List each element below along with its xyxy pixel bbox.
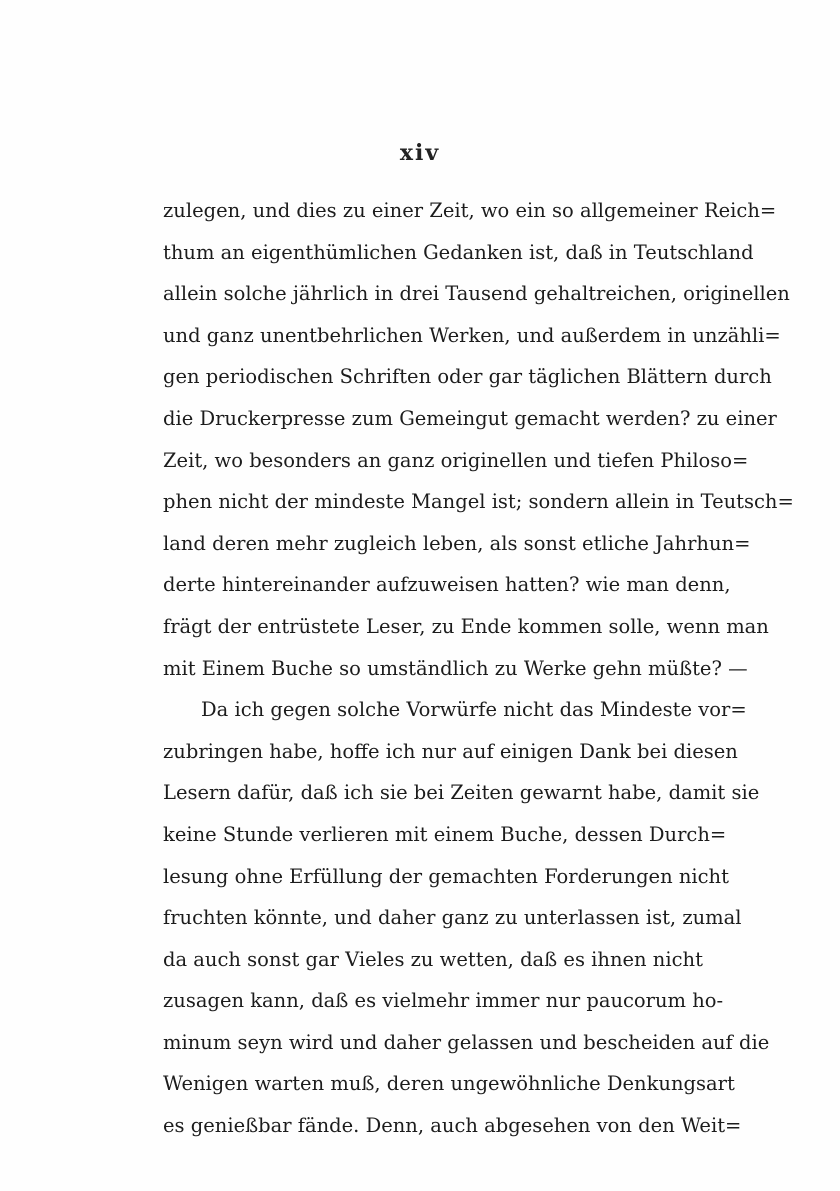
text-line: fruchten könnte, und daher ganz zu unterlassen ist, zumal bbox=[163, 906, 742, 930]
text-line: da auch sonst gar Vieles zu wetten, daß es ihnen nicht bbox=[163, 947, 703, 971]
text-line: thum an eigenthümlichen Gedanken ist, daß in Teutschland bbox=[163, 240, 754, 264]
paragraph-start-line: Da ich gegen solche Vorwürfe nicht das Mindeste vor= bbox=[201, 698, 747, 722]
text-line: zulegen, und dies zu einer Zeit, wo ein so allgemeiner Reich= bbox=[163, 199, 777, 222]
text-line: Lesern dafür, daß ich sie bei Zeiten gewarnt habe, damit sie bbox=[163, 781, 760, 805]
text-line: es genießbar fände. Denn, auch abgesehen von den Weit= bbox=[163, 1114, 742, 1138]
text-line: land deren mehr zugleich leben, als sonst etliche Jahrhun= bbox=[163, 531, 751, 555]
text-line: lesung ohne Erfüllung der gemachten Forderungen nicht bbox=[163, 864, 729, 888]
text-line: derte hintereinander aufzuweisen hatten? wie man denn, bbox=[163, 573, 731, 597]
page-number: xiv bbox=[399, 140, 441, 166]
text-line: zusagen kann, daß es vielmehr immer nur paucorum ho- bbox=[163, 989, 724, 1013]
text-line: phen nicht der mindeste Mangel ist; sondern allein in Teutsch= bbox=[163, 490, 794, 514]
body-text bbox=[163, 190, 794, 1147]
text-line: frägt der entrüstete Leser, zu Ende kommen solle, wenn man bbox=[163, 614, 769, 638]
text-line: allein solche jährlich in drei Tausend gehaltreichen, originellen bbox=[163, 282, 790, 306]
text-line: und ganz unentbehrlichen Werken, und außerdem in unzähli= bbox=[163, 323, 781, 347]
text-line: die Druckerpresse zum Gemeingut gemacht werden? zu einer bbox=[163, 406, 777, 430]
text-line: Wenigen warten muß, deren ungewöhnliche Denkungsart bbox=[163, 1072, 735, 1096]
text-line: keine Stunde verlieren mit einem Buche, dessen Durch= bbox=[163, 822, 727, 846]
text-line: gen periodischen Schriften oder gar täglichen Blättern durch bbox=[163, 365, 772, 389]
text-line: minum seyn wird und daher gelassen und bescheiden auf die bbox=[163, 1030, 770, 1054]
text-line: zubringen habe, hoffe ich nur auf einigen Dank bei diesen bbox=[163, 739, 738, 763]
text-line: Zeit, wo besonders an ganz originellen und tiefen Philoso= bbox=[163, 448, 749, 472]
text-line: mit Einem Buche so umständlich zu Werke gehn müßte? — bbox=[163, 656, 748, 680]
